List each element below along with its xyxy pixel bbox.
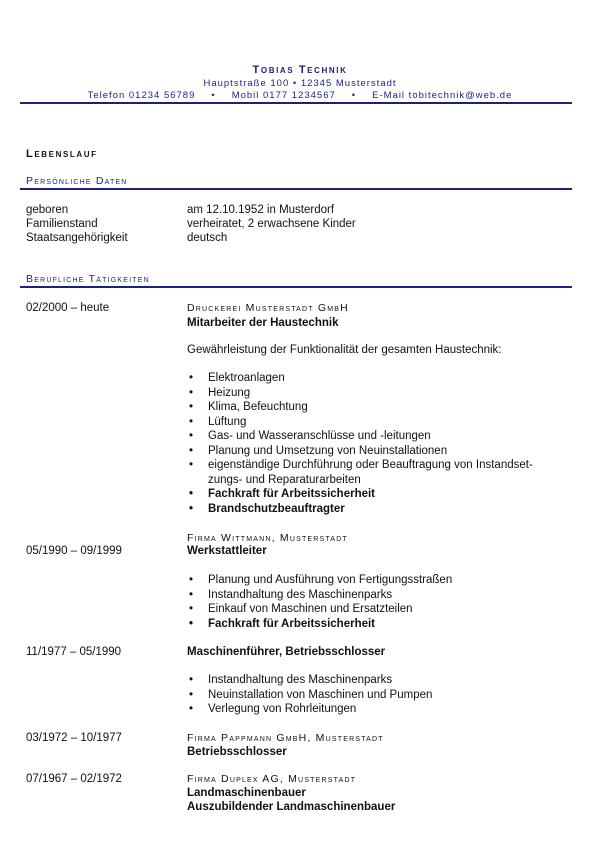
separator-dot: • [351,90,357,101]
job-company: Firma Duplex AG, Musterstadt [187,773,357,785]
separator-dot: • [211,90,216,101]
mobile-number: Mobil 0177 1234567 [231,90,336,101]
job-position: Maschinenführer, Betriebsschlosser [187,646,386,658]
job-company: Druckerei Musterstadt GmbH [187,302,349,314]
list-item: • Einkauf von Maschinen und Ersatzteilen [187,602,452,617]
job-period: 05/1990 – 09/1999 [26,545,122,557]
list-item: • Neuinstallation von Maschinen und Pumpen [187,688,432,703]
list-item: • Elektroanlagen [187,371,533,386]
email-address: E-Mail tobitechnik@web.de [372,90,513,101]
job-position: Landmaschinenbauer [187,787,306,799]
applicant-name: Tobias Technik [252,64,348,76]
personal-value: am 12.10.1952 in Musterdorf [187,204,335,216]
contact-line [20,90,580,101]
list-item: • Klima, Befeuchtung [187,400,533,415]
list-item: • Instandhaltung des Maschinenparks [187,673,432,688]
section-title-jobs: Berufliche Tätigkeiten [26,273,150,285]
job-task-list [187,371,533,516]
job-position: Betriebsschlosser [187,746,287,758]
list-item: • Planung und Umsetzung von Neuinstallationen [187,444,533,459]
list-item: • Fachkraft für Arbeitssicherheit [187,617,452,632]
list-item [187,458,533,487]
job-description: Gewährleistung der Funktionalität der gesamten Haustechnik: [187,344,502,356]
personal-value: deutsch [187,232,228,244]
section-title-personal: Persönliche Daten [26,175,128,187]
list-item: • Planung und Ausführung von Fertigungsstraßen [187,573,452,588]
list-item-text: eigenständige Durchführung oder Beauftragung von Instandset- [208,459,533,471]
job-company: Firma Wittmann, Musterstadt [187,532,348,544]
job-position: Werkstattleiter [187,545,267,557]
job-position: Mitarbeiter der Haustechnik [187,317,339,329]
job-task-list [187,573,452,631]
list-item: • Verlegung von Rohrleitungen [187,702,432,717]
list-item: • Brandschutzbeauftragter [187,502,533,517]
section-divider [20,286,572,288]
list-item: • Instandhaltung des Maschinenparks [187,588,452,603]
personal-label: Familienstand [26,218,98,230]
phone-number: Telefon 01234 56789 [87,90,196,101]
personal-value: verheiratet, 2 erwachsene Kinder [187,218,356,230]
personal-label: Staatsangehörigkeit [26,232,128,244]
section-divider [20,188,572,190]
personal-label: geboren [26,204,69,216]
job-period: 07/1967 – 02/1972 [26,773,122,785]
list-item: • Fachkraft für Arbeitssicherheit [187,487,533,502]
job-period: 03/1972 – 10/1977 [26,732,122,744]
applicant-address: Hauptstraße 100 • 12345 Musterstadt [203,78,397,89]
job-position: Auszubildender Landmaschinenbauer [187,801,396,813]
list-item: • Gas- und Wasseranschlüsse und -leitungen [187,429,533,444]
list-item-continuation: zungs- und Reparaturarbeiten [208,473,361,486]
job-task-list [187,673,432,717]
list-item: • Lüftung [187,415,533,430]
job-period: 11/1977 – 05/1990 [26,646,122,658]
document-title: Lebenslauf [26,148,98,160]
list-item: • Heizung [187,386,533,401]
job-company: Firma Pappmann GmbH, Musterstadt [187,732,384,744]
job-period: 02/2000 – heute [26,302,110,314]
header-divider [20,102,572,104]
